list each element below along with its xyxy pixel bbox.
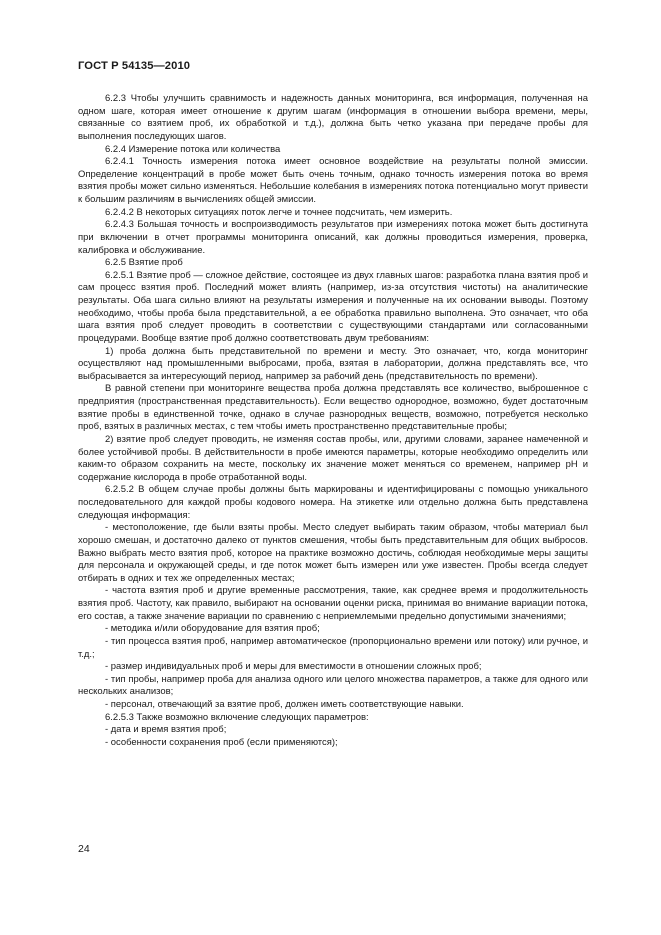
paragraph-6-2-4-1: 6.2.4.1 Точность измерения потока имеет основное воздействие на результаты полной эмиссии. Определение концентраций в пробе может быть очень точным, однако точность измерения потока во время взятия пробы может сильно изменяться. Небольшие колебания в измерениях потока потенциально могут привести к большим различиям в вычислениях общей эмиссии. — [78, 156, 588, 205]
paragraph-6-2-3: 6.2.3 Чтобы улучшить сравнимость и надежность данных мониторинга, вся информация, полученная на одном шаге, которая имеет отношение к другим шагам (информация в отношении выбора времени, меры, связанные со взятием проб, их обработкой и т.д.), должна быть четко указана при передаче пробы для выполнения последующих шагов. — [78, 93, 588, 142]
requirement-1: 1) проба должна быть представительной по времени и месту. Это означает, что, когда мониторинг осуществляют над промышленными выбросами, проба, взятая в лаборатории, должна представлять все, что выбрасывается за интересующий период, например за рабочий день (представительность по времени). — [78, 345, 588, 382]
standard-header: ГОСТ Р 54135—2010 — [78, 60, 191, 72]
list-item: - методика и/или оборудование для взятия проб; — [105, 623, 320, 635]
paragraph-spatial: В равной степени при мониторинге вещества проба должна представлять все количество, выброшенное с предприятия (пространственная представительность). Если вещество однородное, возможно, будет достаточным взятие пробы в единственной точке, однако в случае разнородных веществ, возможно, потребуется несколько проб, взятых в различных местах, с тем чтобы иметь пространственно представительные пробы; — [78, 383, 588, 433]
page-number: 24 — [78, 843, 90, 855]
list-item: - персонал, отвечающий за взятие проб, должен иметь соответствующие навыки. — [105, 699, 464, 710]
list-item: - тип пробы, например проба для анализа одного или целого множества параметров, а также для одного или нескольких анализов; — [78, 673, 588, 698]
paragraph-6-2-5-3: 6.2.5.3 Также возможно включение следующих параметров: — [105, 711, 369, 723]
paragraph-6-2-4-2: 6.2.4.2 В некоторых ситуациях поток легче и точнее подсчитать, чем измерить. — [105, 206, 453, 218]
paragraph-6-2-5-2: 6.2.5.2 В общем случае пробы должны быть маркированы и идентифицированы с помощью уникального последовательного для каждой пробы кодового номера. На этикетке или отдельно должна быть представлена следующая информация: — [78, 484, 588, 521]
list-item: - частота взятия проб и другие временные рассмотрения, такие, как среднее время и продолжительность взятия проб. Частоту, как правило, выбирают на основании оценки риска, принимая во внимание вариации потока, его состав, а также значение вариации по сравнению с неприемлемыми предельно допустимыми значениями; — [78, 585, 588, 622]
list-item: - дата и время взятия проб; — [105, 724, 227, 736]
list-item: - местоположение, где были взяты пробы. Место следует выбирать таким образом, чтобы материал был хорошо смешан, и достаточно далеко от пунктов смешения, чтобы быть представительным для общих выбросов. Важно выбрать место взятия проб, которое на практике возможно достичь, соблюдая необходимые меры защиты для персонала и окружающей среды, и где поток может быть измерен или уже известен. Пробы всегда следует отбирать в одних и тех же определенных местах; — [78, 522, 588, 584]
paragraph-6-2-5-1: 6.2.5.1 Взятие проб — сложное действие, состоящее из двух главных шагов: разработка плана взятия проб и сам процесс взятия проб. Последний может влиять (например, из-за отсутствия чистоты) на аналитические результаты. Оба шага сильно влияют на результаты измерения и полученные на их основании выводы. Поэтому необходимо, чтобы проба была представительной, а ее обработка правильно выполнена. Это означает, что оба шага взятия проб следует проводить в соответствии с существующими стандартами или согласованными процедурами. Вообще взятие проб должно соответствовать двум требованиям: — [78, 269, 588, 344]
document-body — [78, 93, 588, 750]
heading-6-2-4: 6.2.4 Измерение потока или количества — [105, 143, 281, 155]
paragraph-6-2-4-3: 6.2.4.3 Большая точность и воспроизводимость результатов при измерениях потока может быть достигнута при включении в отчет программы мониторинга описаний, как должны проводиться измерения, проверка, калибровка и обслуживание. — [78, 219, 588, 256]
requirement-2: 2) взятие проб следует проводить, не изменяя состав пробы, или, другими словами, заранее намеченной и более устойчивой пробы. В действительности в пробе имеются параметры, которые необходимо определить или каким-то образом сохранить на месте, поскольку их значение может меняться со временем, например pH и содержание кислорода в пробе отработанной воды. — [78, 433, 588, 483]
list-item: - размер индивидуальных проб и меры для вместимости в отношении сложных проб; — [105, 661, 482, 673]
list-item: - тип процесса взятия проб, например автоматическое (пропорционально времени или потоку) или ручное, и т.д.; — [78, 635, 588, 660]
list-item: - особенности сохранения проб (если применяются); — [105, 736, 338, 748]
heading-6-2-5: 6.2.5 Взятие проб — [105, 257, 183, 269]
